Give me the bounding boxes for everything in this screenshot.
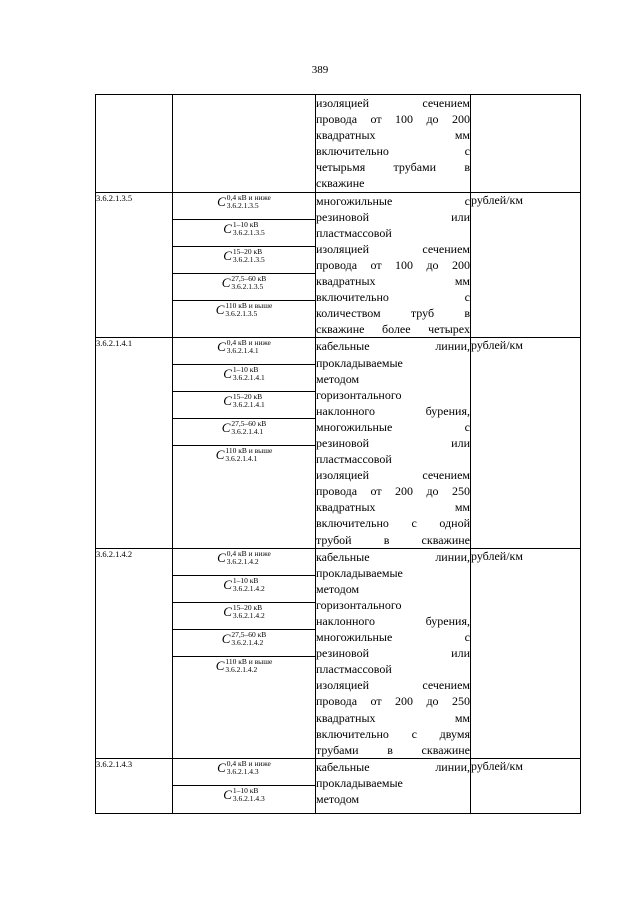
cost-symbol	[223, 393, 265, 409]
description-line: методом	[316, 581, 360, 596]
description-line: изоляцией сечением	[316, 241, 470, 256]
description-line: пластмассовой	[316, 225, 392, 240]
cost-symbol-indices	[233, 577, 265, 593]
voltage-superscript: 15–20 кВ	[232, 392, 263, 402]
description-line: изоляцией сечением	[316, 678, 470, 693]
param-cell	[173, 549, 315, 576]
row-description	[316, 338, 471, 548]
description-line: изоляцией сечением	[316, 96, 470, 110]
cost-symbol-letter: C	[215, 657, 225, 673]
description-line: многожильные с	[316, 419, 470, 434]
description-line: количеством труб в	[316, 306, 470, 321]
code-subscript: 3.6.2.1.4.2	[232, 583, 265, 593]
voltage-superscript: 15–20 кВ	[232, 602, 263, 612]
description-line: методом	[316, 371, 360, 386]
cost-symbol	[222, 420, 267, 436]
row-code: 3.6.2.1.3.5	[96, 192, 173, 338]
description-line: провода от 100 до 200	[316, 257, 470, 272]
cost-symbol-letter: C	[221, 630, 231, 646]
cost-symbol-indices	[233, 604, 265, 620]
row-unit: рублей/км	[471, 192, 581, 338]
param-cell	[173, 759, 315, 786]
row-description	[316, 192, 471, 338]
row-params	[173, 95, 316, 193]
cost-symbol-indices	[227, 550, 271, 566]
description-line: методом	[316, 792, 360, 807]
cost-symbol	[222, 275, 267, 291]
param-cell	[173, 301, 315, 328]
description-line: трубами в скважине	[316, 742, 470, 757]
cost-symbol-letter: C	[223, 220, 232, 236]
param-cell	[173, 274, 315, 301]
cost-symbol	[223, 221, 265, 237]
voltage-superscript: 1–10 кВ	[232, 575, 259, 585]
voltage-superscript: 110 кВ и выше	[225, 300, 273, 310]
voltage-superscript: 1–10 кВ	[232, 785, 259, 795]
description-line: квадратных мм	[316, 274, 470, 289]
cost-symbol-letter: C	[223, 247, 232, 263]
cost-symbol-indices	[225, 658, 272, 674]
cost-symbol-letter: C	[215, 447, 225, 463]
row-unit	[471, 95, 581, 193]
param-cell	[173, 786, 315, 813]
cost-symbol-letter: C	[223, 393, 232, 409]
description-line: кабельные линии,	[316, 759, 470, 774]
code-subscript: 3.6.2.1.4.2	[232, 610, 265, 620]
code-subscript: 3.6.2.1.3.5	[232, 227, 265, 237]
description-line: квадратных мм	[316, 710, 470, 725]
param-cell	[173, 446, 315, 473]
voltage-superscript: 27,5–60 кВ	[231, 273, 267, 283]
description-line: кабельные линии,	[316, 339, 470, 354]
description-line: квадратных мм	[316, 128, 470, 143]
row-description	[316, 758, 471, 813]
description-line: прокладываемые	[316, 355, 403, 370]
row-params	[173, 758, 316, 813]
param-cell	[173, 365, 315, 392]
cost-symbol	[217, 760, 271, 776]
description-line: провода от 200 до 250	[316, 694, 470, 709]
code-subscript: 3.6.2.1.4.2	[226, 556, 259, 566]
cost-symbol	[223, 366, 265, 382]
code-subscript: 3.6.2.1.4.1	[232, 400, 265, 410]
cost-symbol	[217, 194, 271, 210]
tariff-table	[95, 94, 581, 814]
description-line: квадратных мм	[316, 500, 470, 515]
cost-symbol-indices	[227, 194, 271, 210]
cost-symbol	[223, 604, 265, 620]
cost-symbol	[217, 339, 271, 355]
description-line: пластмассовой	[316, 452, 392, 467]
description-line: провода от 100 до 200	[316, 112, 470, 127]
param-cell	[173, 338, 315, 365]
param-cell	[173, 657, 315, 684]
cost-symbol-indices	[225, 447, 272, 463]
cost-symbol-letter: C	[221, 274, 231, 290]
code-subscript: 3.6.2.1.4.1	[231, 427, 264, 437]
cost-symbol-indices	[233, 221, 265, 237]
cost-symbol-indices	[227, 760, 271, 776]
cost-symbol-indices	[233, 787, 265, 803]
row-code: 3.6.2.1.4.3	[96, 758, 173, 813]
code-subscript: 3.6.2.1.4.3	[226, 766, 259, 776]
description-line: горизонтального	[316, 387, 402, 402]
param-cell	[173, 247, 315, 274]
code-subscript: 3.6.2.1.4.2	[231, 637, 264, 647]
voltage-superscript: 110 кВ и выше	[225, 446, 273, 456]
cost-symbol	[222, 631, 267, 647]
row-unit: рублей/км	[471, 758, 581, 813]
cost-symbol-letter: C	[217, 759, 226, 775]
voltage-superscript: 110 кВ и выше	[225, 656, 273, 666]
description-line: скважине более четырех	[316, 322, 470, 337]
cost-symbol-letter: C	[215, 301, 225, 317]
voltage-superscript: 15–20 кВ	[232, 246, 263, 256]
voltage-superscript: 0,4 кВ и ниже	[226, 758, 271, 768]
voltage-superscript: 1–10 кВ	[232, 219, 259, 229]
description-line: многожильные с	[316, 630, 470, 645]
cost-symbol	[223, 248, 265, 264]
description-line: изоляцией сечением	[316, 468, 470, 483]
param-cell	[173, 419, 315, 446]
description-line: горизонтального	[316, 597, 402, 612]
cost-symbol-letter: C	[223, 786, 232, 802]
code-subscript: 3.6.2.1.4.1	[225, 454, 258, 464]
cost-symbol	[223, 577, 265, 593]
description-line: пластмассовой	[316, 662, 392, 677]
description-line: резиновой или	[316, 435, 470, 450]
table-row	[96, 758, 581, 813]
code-subscript: 3.6.2.1.4.1	[226, 346, 259, 356]
description-line: четырьмя трубами в	[316, 160, 470, 175]
description-line: скважине	[316, 176, 365, 191]
cost-symbol-indices	[231, 275, 266, 291]
cost-symbol-letter: C	[217, 193, 226, 209]
row-params	[173, 192, 316, 338]
cost-symbol-letter: C	[221, 420, 231, 436]
description-line: наклонного бурения,	[316, 403, 470, 418]
cost-symbol-indices	[233, 393, 265, 409]
voltage-superscript: 0,4 кВ и ниже	[226, 192, 271, 202]
description-line: прокладываемые	[316, 565, 403, 580]
description-line: трубой в скважине	[316, 532, 470, 547]
param-cell	[173, 220, 315, 247]
code-subscript: 3.6.2.1.3.5	[226, 200, 259, 210]
table-row	[96, 548, 581, 758]
voltage-superscript: 0,4 кВ и ниже	[226, 548, 271, 558]
cost-symbol	[216, 447, 273, 463]
cost-symbol-indices	[231, 420, 266, 436]
param-cell	[173, 392, 315, 419]
table-row	[96, 338, 581, 548]
param-cell	[173, 576, 315, 603]
row-code	[96, 95, 173, 193]
description-line: включительно с	[316, 144, 470, 159]
code-subscript: 3.6.2.1.4.3	[232, 793, 265, 803]
code-subscript: 3.6.2.1.4.1	[232, 373, 265, 383]
page-number: 389	[311, 64, 329, 76]
description-line: многожильные с	[316, 193, 470, 208]
cost-symbol-letter: C	[217, 339, 226, 355]
table-row	[96, 95, 581, 193]
code-subscript: 3.6.2.1.4.2	[225, 664, 258, 674]
description-line: резиновой или	[316, 209, 470, 224]
voltage-superscript: 27,5–60 кВ	[231, 419, 267, 429]
cost-symbol-indices	[227, 339, 271, 355]
cost-symbol	[217, 550, 271, 566]
voltage-superscript: 0,4 кВ и ниже	[226, 338, 271, 348]
description-line: включительно с	[316, 290, 470, 305]
description-line: прокладываемые	[316, 775, 403, 790]
cost-symbol	[223, 787, 265, 803]
cost-symbol	[216, 658, 273, 674]
cost-symbol-indices	[233, 366, 265, 382]
cost-symbol-letter: C	[223, 603, 232, 619]
row-code: 3.6.2.1.4.2	[96, 548, 173, 758]
row-params	[173, 548, 316, 758]
cost-symbol-letter: C	[223, 366, 232, 382]
row-description	[316, 95, 471, 193]
cost-symbol	[216, 302, 273, 318]
code-subscript: 3.6.2.1.3.5	[225, 308, 258, 318]
description-line: резиновой или	[316, 646, 470, 661]
row-description	[316, 548, 471, 758]
table-row	[96, 192, 581, 338]
table-body	[96, 95, 581, 814]
voltage-superscript: 27,5–60 кВ	[231, 629, 267, 639]
description-line: кабельные линии,	[316, 549, 470, 564]
param-cell	[173, 630, 315, 657]
voltage-superscript: 1–10 кВ	[232, 365, 259, 375]
row-params	[173, 338, 316, 548]
cost-symbol-letter: C	[223, 576, 232, 592]
row-code: 3.6.2.1.4.1	[96, 338, 173, 548]
param-cell	[173, 603, 315, 630]
cost-symbol-indices	[231, 631, 266, 647]
description-line: провода от 200 до 250	[316, 484, 470, 499]
cost-symbol-indices	[233, 248, 265, 264]
cost-symbol-indices	[225, 302, 272, 318]
row-unit: рублей/км	[471, 548, 581, 758]
code-subscript: 3.6.2.1.3.5	[231, 281, 264, 291]
description-line: включительно с двумя	[316, 726, 470, 741]
cost-symbol-letter: C	[217, 549, 226, 565]
description-line: наклонного бурения,	[316, 614, 470, 628]
code-subscript: 3.6.2.1.3.5	[232, 254, 265, 264]
description-line: включительно с одной	[316, 516, 470, 531]
row-unit: рублей/км	[471, 338, 581, 548]
param-cell	[173, 193, 315, 220]
